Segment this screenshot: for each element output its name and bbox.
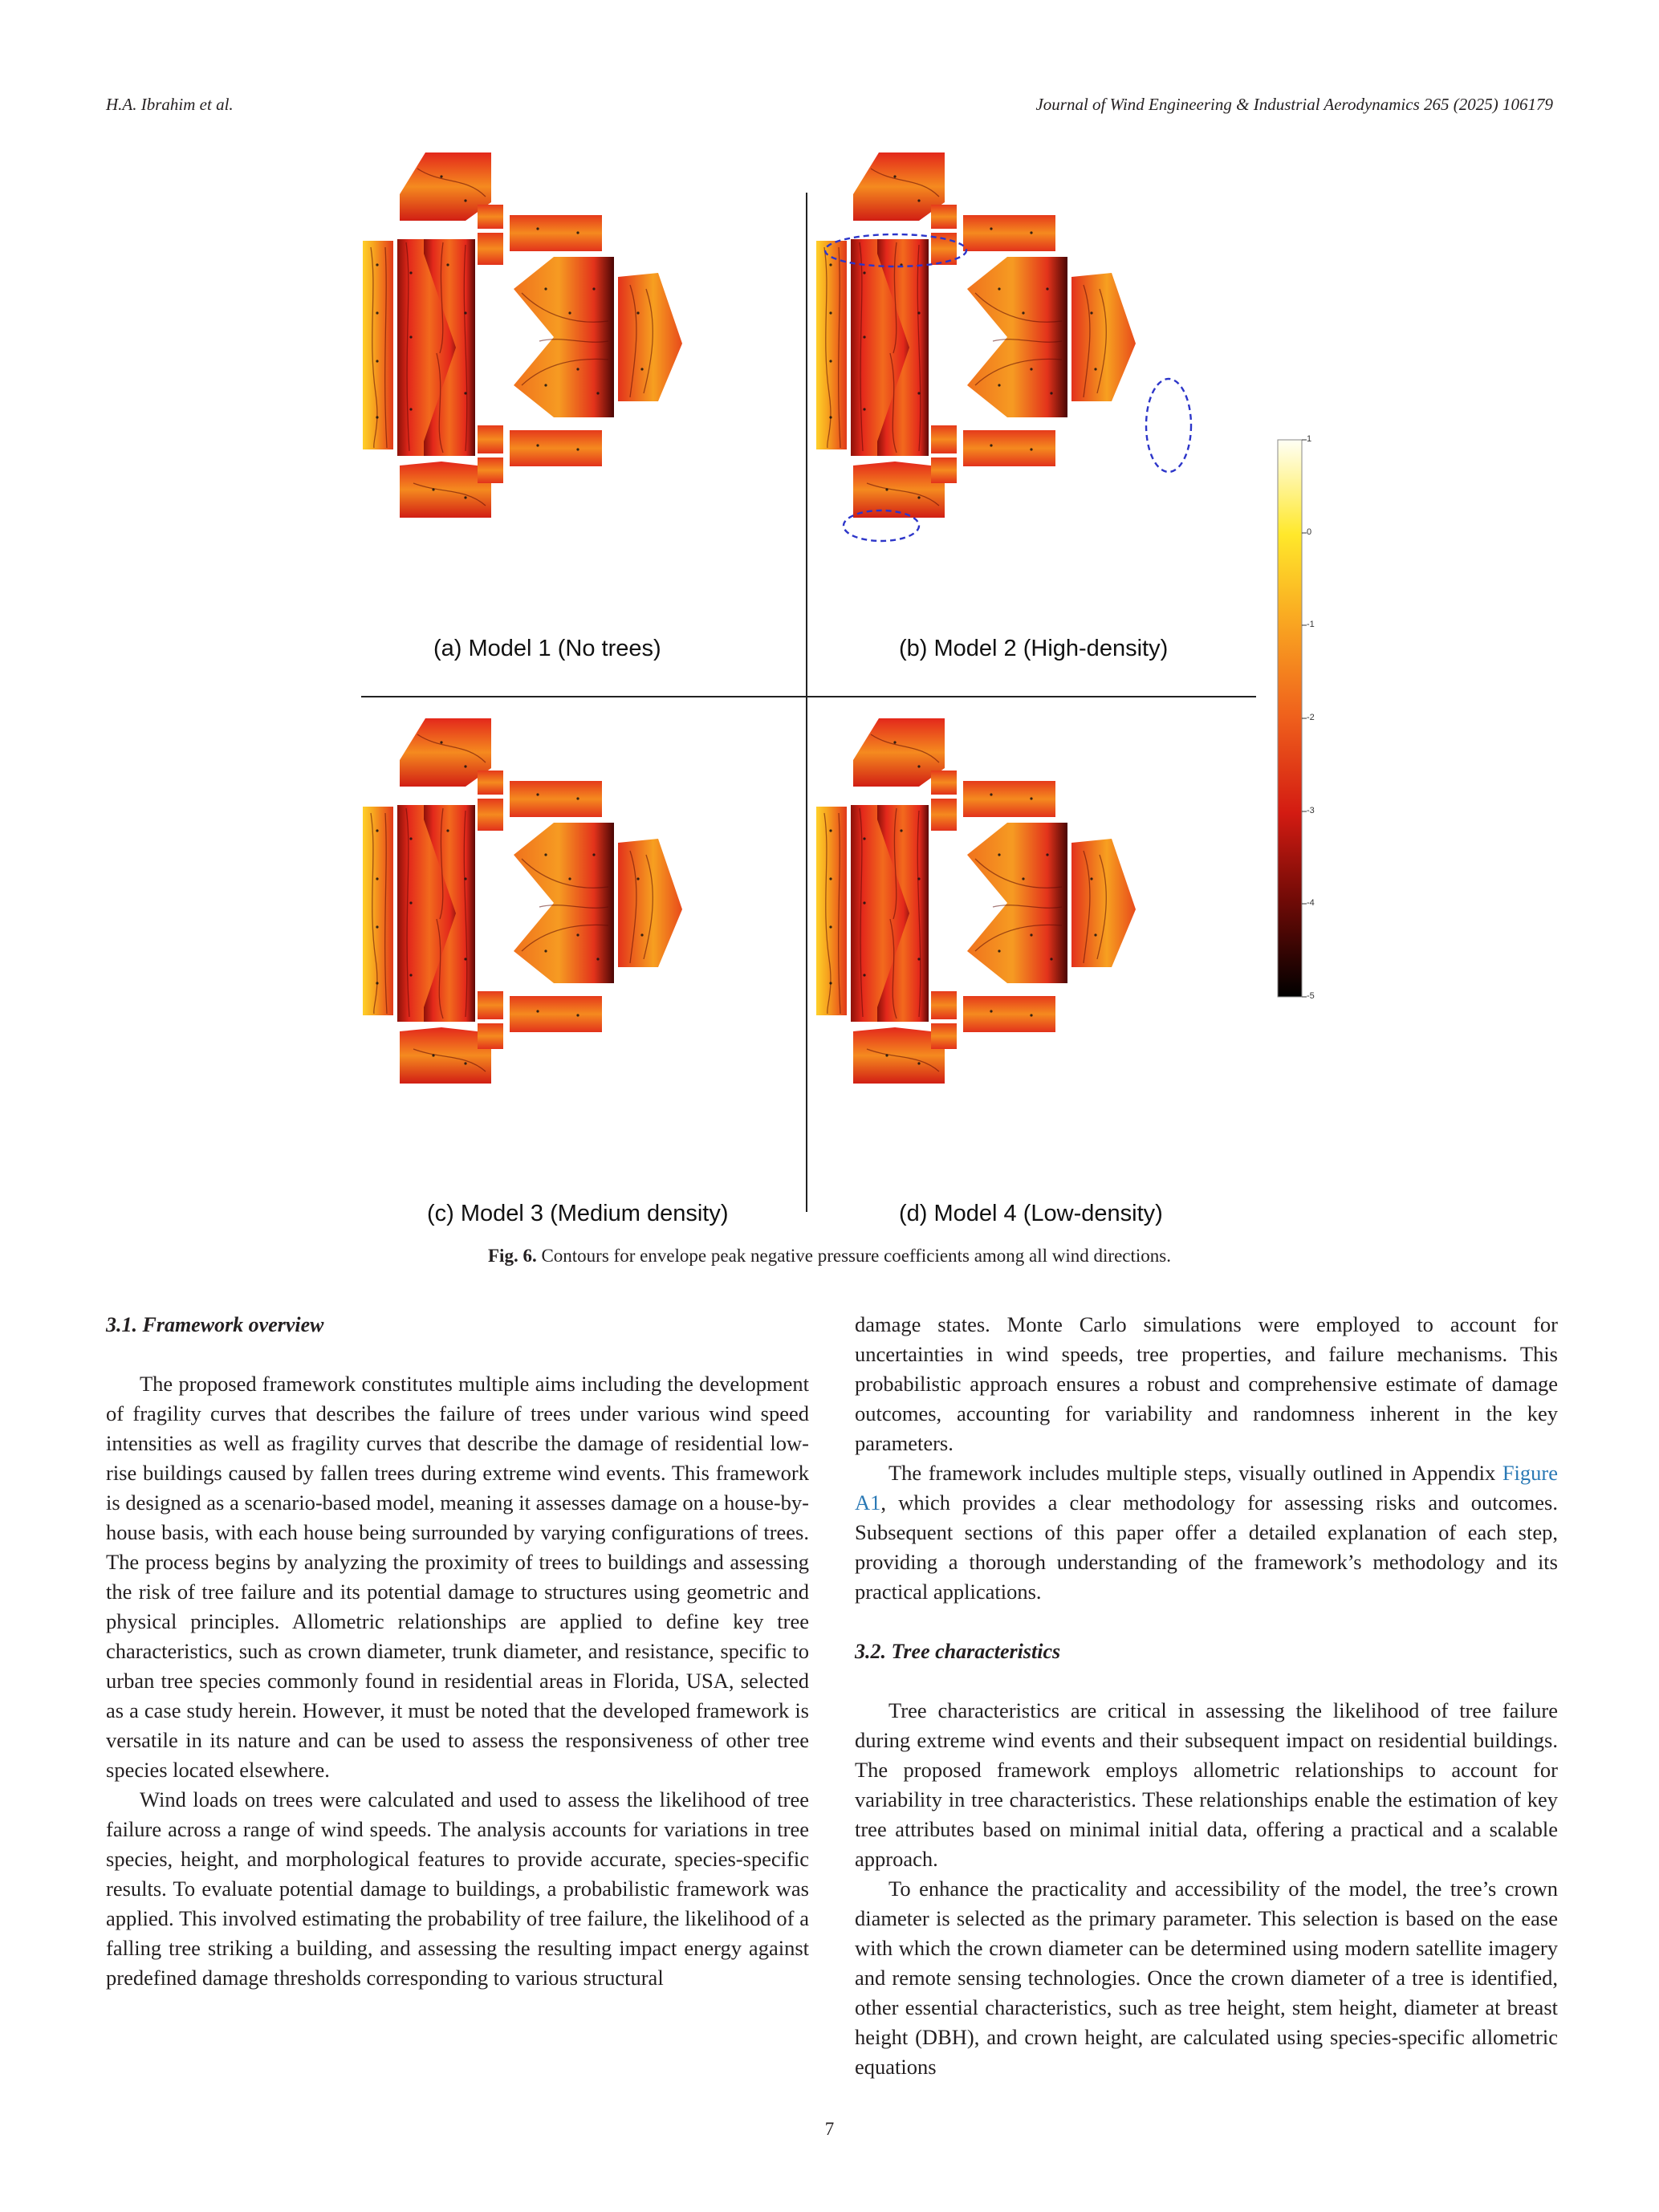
running-head-authors: H.A. Ibrahim et al. xyxy=(106,95,234,114)
panel-b-contours xyxy=(816,152,1136,518)
running-head-journal: Journal of Wind Engineering & Industrial Aerodynamics 265 (2025) 106179 xyxy=(1035,95,1553,114)
figure-label: Fig. 6. xyxy=(488,1246,537,1266)
paragraph-text: , which provides a clear methodology for assessing risks and outcomes. Subsequent sections of this paper offer a detailed explanation of each step, providing a thorough understanding of the framework’s methodology and its practical applications. xyxy=(855,1490,1558,1604)
colorbar-tick-label: -3 xyxy=(1307,806,1315,815)
colorbar-tick-label: -5 xyxy=(1307,991,1315,1001)
paragraph: damage states. Monte Carlo simulations were employed to account for uncertainties in wind speeds, tree properties, and failure mechanisms. This probabilistic approach ensures a robust and comprehensive estimate of damage outcomes, accounting for variability and randomness inherent in the key parameters. xyxy=(855,1312,1558,1455)
panel-d-caption: (d) Model 4 (Low-density) xyxy=(899,1201,1163,1226)
section-heading-3-1: 3.1. Framework overview xyxy=(106,1313,324,1336)
text-column-right xyxy=(855,1310,1558,2082)
colorbar-tick-label: -2 xyxy=(1307,713,1315,722)
paragraph: Wind loads on trees were calculated and used to assess the likelihood of tree failure across a range of wind speeds. The analysis accounts for variations in tree species, height, and morphological features to provide accurate, species-specific results. To evaluate potential damage to buildings, a probabilistic framework was applied. This involved estimating the probability of tree failure, the likelihood of a falling tree striking a building, and assessing the resulting impact energy against predefined damage thresholds corresponding to various structural xyxy=(106,1787,809,1990)
colorbar-tick-label: 0 xyxy=(1307,527,1312,537)
figure-caption-text: Contours for envelope peak negative pressure coefficients among all wind directions. xyxy=(541,1246,1171,1266)
colorbar-tick-label: 1 xyxy=(1307,434,1312,444)
paragraph: Tree characteristics are critical in assessing the likelihood of tree failure during extreme wind events and their subsequent impact on residential buildings. The proposed framework employs allometric relationships to account for variability in tree characteristics. These relationships enable the estimation of key tree attributes based on minimal initial data, offering a practical and a scalable approach. xyxy=(855,1698,1558,1871)
panel-a-contours xyxy=(363,152,682,518)
panel-a-caption: (a) Model 1 (No trees) xyxy=(433,636,661,661)
colorbar-tick-label: -4 xyxy=(1307,898,1315,908)
paragraph xyxy=(855,1458,1558,1607)
panel-c-caption: (c) Model 3 (Medium density) xyxy=(427,1201,729,1226)
colorbar xyxy=(1278,440,1302,997)
colorbar-tick-label: -1 xyxy=(1307,620,1315,629)
panel-b-caption: (b) Model 2 (High-density) xyxy=(899,636,1169,661)
figure-caption xyxy=(106,1246,1553,1267)
figure-6 xyxy=(353,152,1328,1228)
panel-d-contours xyxy=(816,718,1136,1084)
page-number: 7 xyxy=(824,2119,835,2139)
contour-figure xyxy=(353,152,1328,1228)
figure-a1-link[interactable]: Figure A1 xyxy=(855,1461,1558,1515)
paragraph: To enhance the practicality and accessibility of the model, the tree’s crown diameter is selected as the primary parameter. This selection is based on the ease with which the crown diameter can be determined using modern satellite imagery and remote sensing technologies. Once the crown diameter of a tree is identified, other essential characteristics, such as tree height, stem height, diameter at breast height (DBH), and crown height, are calculated using species-specific allometric equations xyxy=(855,1877,1558,2079)
highlight-ellipse-right xyxy=(1146,379,1191,472)
paragraph: The proposed framework constitutes multiple aims including the development of fragility curves that describes the failure of trees under various wind speed intensities as well as fragility curves that describe the damage of residential low-rise buildings caused by fallen trees during extreme wind events. This framework is designed as a scenario-based model, meaning it assesses damage on a house-by-house basis, with each house being surrounded by varying configurations of trees. The process begins by analyzing the proximity of trees to buildings and assessing the risk of tree failure and its potential damage to structures using geometric and physical principles. Allometric relationships are applied to define key tree characteristics, such as crown diameter, trunk diameter, and resistance, specific to urban tree species commonly found in residential areas in Florida, USA, selected as a case study herein. However, it must be noted that the developed framework is versatile in its nature and can be used to assess the responsiveness of other tree species located elsewhere. xyxy=(106,1372,809,1782)
section-heading-3-2: 3.2. Tree characteristics xyxy=(855,1640,1061,1663)
panel-c-contours xyxy=(363,718,682,1084)
text-column-left xyxy=(106,1310,809,1993)
paragraph-text: The framework includes multiple steps, visually outlined in Appendix xyxy=(888,1461,1502,1485)
